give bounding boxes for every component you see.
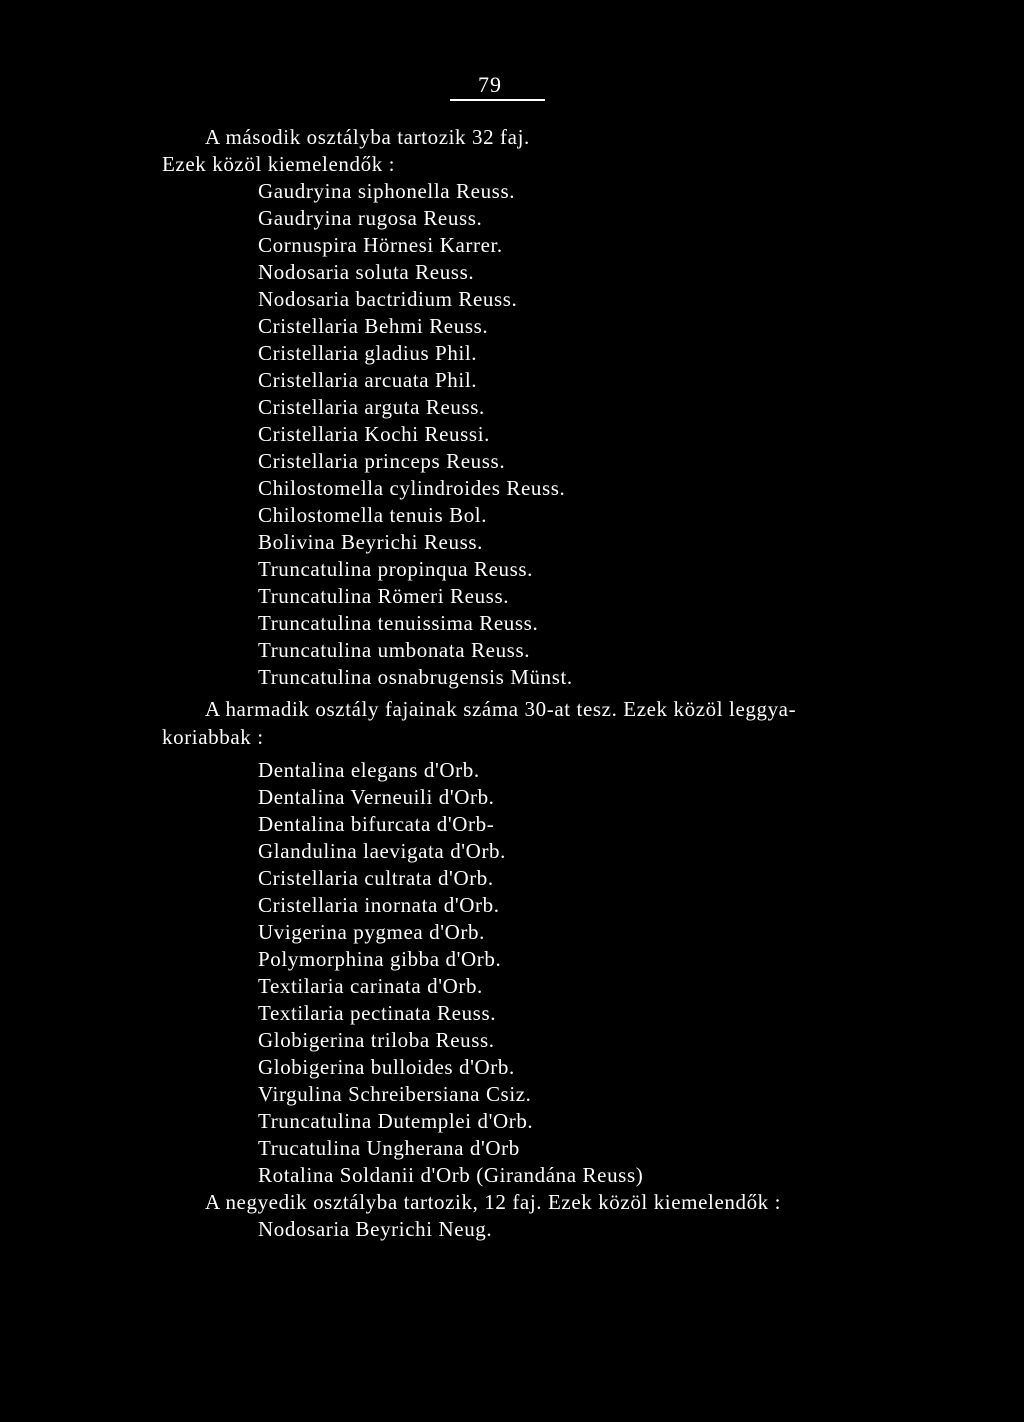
species-line: Bolivina Beyrichi Reuss. <box>258 530 483 554</box>
species-line: Cristellaria arguta Reuss. <box>258 395 485 419</box>
species-line: Textilaria carinata d'Orb. <box>258 974 483 998</box>
species-line: Chilostomella cylindroides Reuss. <box>258 476 566 500</box>
species-line: Cristellaria princeps Reuss. <box>258 449 506 473</box>
species-line: Truncatulina tenuissima Reuss. <box>258 611 539 635</box>
second-class-intro: A második osztályba tartozik 32 faj. <box>205 125 530 149</box>
species-line: Gaudryina rugosa Reuss. <box>258 206 483 230</box>
species-line: Chilostomella tenuis Bol. <box>258 503 488 527</box>
fourth-class-intro: A negyedik osztályba tartozik, 12 faj. Ezek közöl kiemelendők : <box>205 1190 782 1214</box>
species-line: Truncatulina Römeri Reuss. <box>258 584 510 608</box>
species-line: Globigerina triloba Reuss. <box>258 1028 495 1052</box>
page-number-rule <box>450 99 545 101</box>
species-line: Cristellaria cultrata d'Orb. <box>258 866 494 890</box>
page-number: 79 <box>478 72 502 97</box>
species-line: Nodosaria soluta Reuss. <box>258 260 475 284</box>
species-line: Truncatulina Dutemplei d'Orb. <box>258 1109 534 1133</box>
third-class-intro-line1: A harmadik osztály fajainak száma 30-at tesz. Ezek közöl leggya- <box>205 697 797 721</box>
species-line: Uvigerina pygmea d'Orb. <box>258 920 485 944</box>
species-line: Truncatulina umbonata Reuss. <box>258 638 531 662</box>
species-line: Gaudryina siphonella Reuss. <box>258 179 516 203</box>
species-line: Cornuspira Hörnesi Karrer. <box>258 233 503 257</box>
species-line: Rotalina Soldanii d'Orb (Girandána Reuss) <box>258 1163 644 1187</box>
species-line: Virgulina Schreibersiana Csiz. <box>258 1082 532 1106</box>
species-line: Dentalina elegans d'Orb. <box>258 758 480 782</box>
species-line: Glandulina laevigata d'Orb. <box>258 839 506 863</box>
species-line: Trucatulina Ungherana d'Orb <box>258 1136 520 1160</box>
species-line: Nodosaria Beyrichi Neug. <box>258 1217 493 1241</box>
species-line: Cristellaria arcuata Phil. <box>258 368 478 392</box>
species-line: Cristellaria inornata d'Orb. <box>258 893 500 917</box>
species-line: Cristellaria gladius Phil. <box>258 341 478 365</box>
species-line: Polymorphina gibba d'Orb. <box>258 947 502 971</box>
third-class-intro-line2: koriabbak : <box>162 725 264 749</box>
species-line: Truncatulina osnabrugensis Münst. <box>258 665 573 689</box>
species-line: Globigerina bulloides d'Orb. <box>258 1055 515 1079</box>
species-line: Dentalina bifurcata d'Orb- <box>258 812 495 836</box>
species-line: Truncatulina propinqua Reuss. <box>258 557 534 581</box>
species-line: Cristellaria Behmi Reuss. <box>258 314 489 338</box>
species-line: Nodosaria bactridium Reuss. <box>258 287 518 311</box>
species-line: Cristellaria Kochi Reussi. <box>258 422 490 446</box>
species-line: Dentalina Verneuili d'Orb. <box>258 785 495 809</box>
species-line: Textilaria pectinata Reuss. <box>258 1001 497 1025</box>
second-class-highlight-label: Ezek közöl kiemelendők : <box>162 152 396 176</box>
